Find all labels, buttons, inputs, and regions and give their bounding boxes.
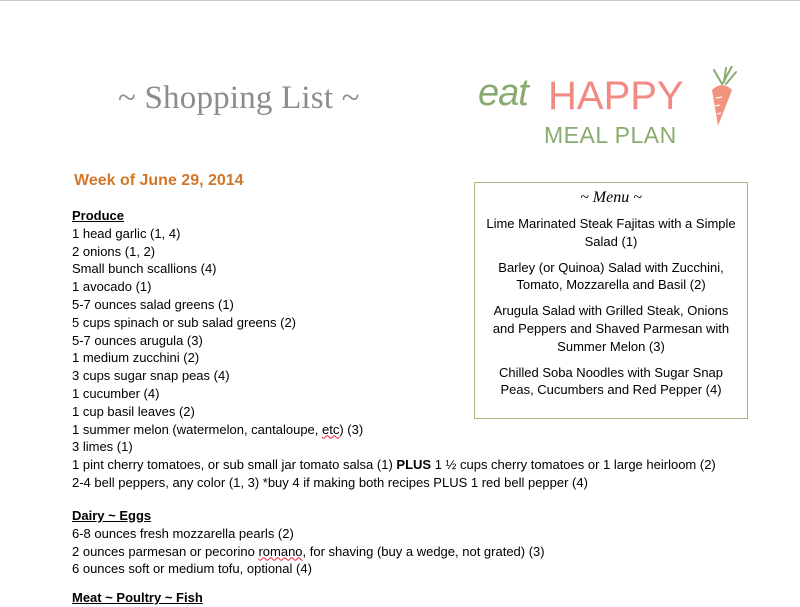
list-item: 3 limes (1) [72, 439, 133, 455]
week-heading: Week of June 29, 2014 [74, 172, 244, 189]
parmesan-text-start: 2 ounces parmesan or pecorino [72, 543, 259, 559]
list-item: 1 medium zucchini (2) [72, 350, 200, 366]
list-item: 6 ounces soft or medium tofu, optional (4) [72, 561, 312, 577]
list-item: 1 head garlic (1, 4) [72, 225, 181, 241]
list-item: 1 cup basil leaves (2) [72, 403, 195, 419]
produce-heading: Produce [72, 208, 125, 223]
page-title: ~ Shopping List ~ [118, 80, 360, 116]
list-item: 5 cups spinach or sub salad greens (2) [72, 314, 297, 330]
menu-box [474, 182, 748, 419]
list-item: 5-7 ounces arugula (3) [72, 332, 203, 348]
menu-title: ~ Menu ~ [580, 189, 642, 206]
melon-text-end: ) (3) [339, 421, 364, 437]
list-item-melon [72, 421, 716, 439]
list-item: 3 cups sugar snap peas (4) [72, 368, 230, 384]
logo-eat-text: eat [478, 72, 528, 114]
dairy-heading: Dairy ~ Eggs [72, 508, 152, 523]
dairy-section [72, 507, 545, 578]
logo-meal-plan-text: MEAL PLAN [544, 122, 677, 148]
tomatoes-text-end: 1 ½ cups cherry tomatoes or 1 large heirloom (2) [431, 457, 716, 473]
tomatoes-text-start: 1 pint cherry tomatoes, or sub small jar tomato salsa (1) [72, 457, 397, 473]
menu-item: Arugula Salad with Grilled Steak, Onions and Peppers and Shaved Parmesan with Summer Melon (3) [492, 303, 730, 354]
list-item: 1 cucumber (4) [72, 385, 160, 401]
meat-section [72, 589, 203, 607]
eat-happy-logo [478, 64, 748, 154]
list-item-tomatoes [72, 456, 716, 474]
list-item-parmesan [72, 543, 545, 561]
carrot-icon [702, 66, 742, 128]
plus-emphasis: PLUS [396, 457, 432, 473]
melon-text-start: 1 summer melon (watermelon, cantaloupe, [72, 421, 323, 437]
logo-happy-text: HAPPY [548, 74, 684, 118]
menu-item: Chilled Soba Noodles with Sugar Snap Peas, Cucumbers and Red Pepper (4) [498, 364, 724, 398]
list-item: 2-4 bell peppers, any color (1, 3) *buy 4 if making both recipes PLUS 1 red bell pepper (4) [72, 474, 588, 490]
menu-item: Lime Marinated Steak Fajitas with a Simple Salad (1) [486, 216, 736, 249]
list-item: 6-8 ounces fresh mozzarella pearls (2) [72, 525, 294, 541]
list-item: Small bunch scallions (4) [72, 261, 217, 277]
spellcheck-word: romano [258, 543, 303, 559]
list-item: 2 onions (1, 2) [72, 243, 156, 259]
parmesan-text-end: , for shaving (buy a wedge, not grated) (3) [302, 543, 545, 559]
spellcheck-word: etc [322, 421, 340, 437]
menu-item: Barley (or Quinoa) Salad with Zucchini, Tomato, Mozzarella and Basil (2) [498, 259, 724, 293]
list-item: 5-7 ounces salad greens (1) [72, 296, 234, 312]
meat-heading: Meat ~ Poultry ~ Fish [72, 590, 203, 605]
page-top-border [0, 0, 800, 1]
list-item: 1 avocado (1) [72, 279, 152, 295]
